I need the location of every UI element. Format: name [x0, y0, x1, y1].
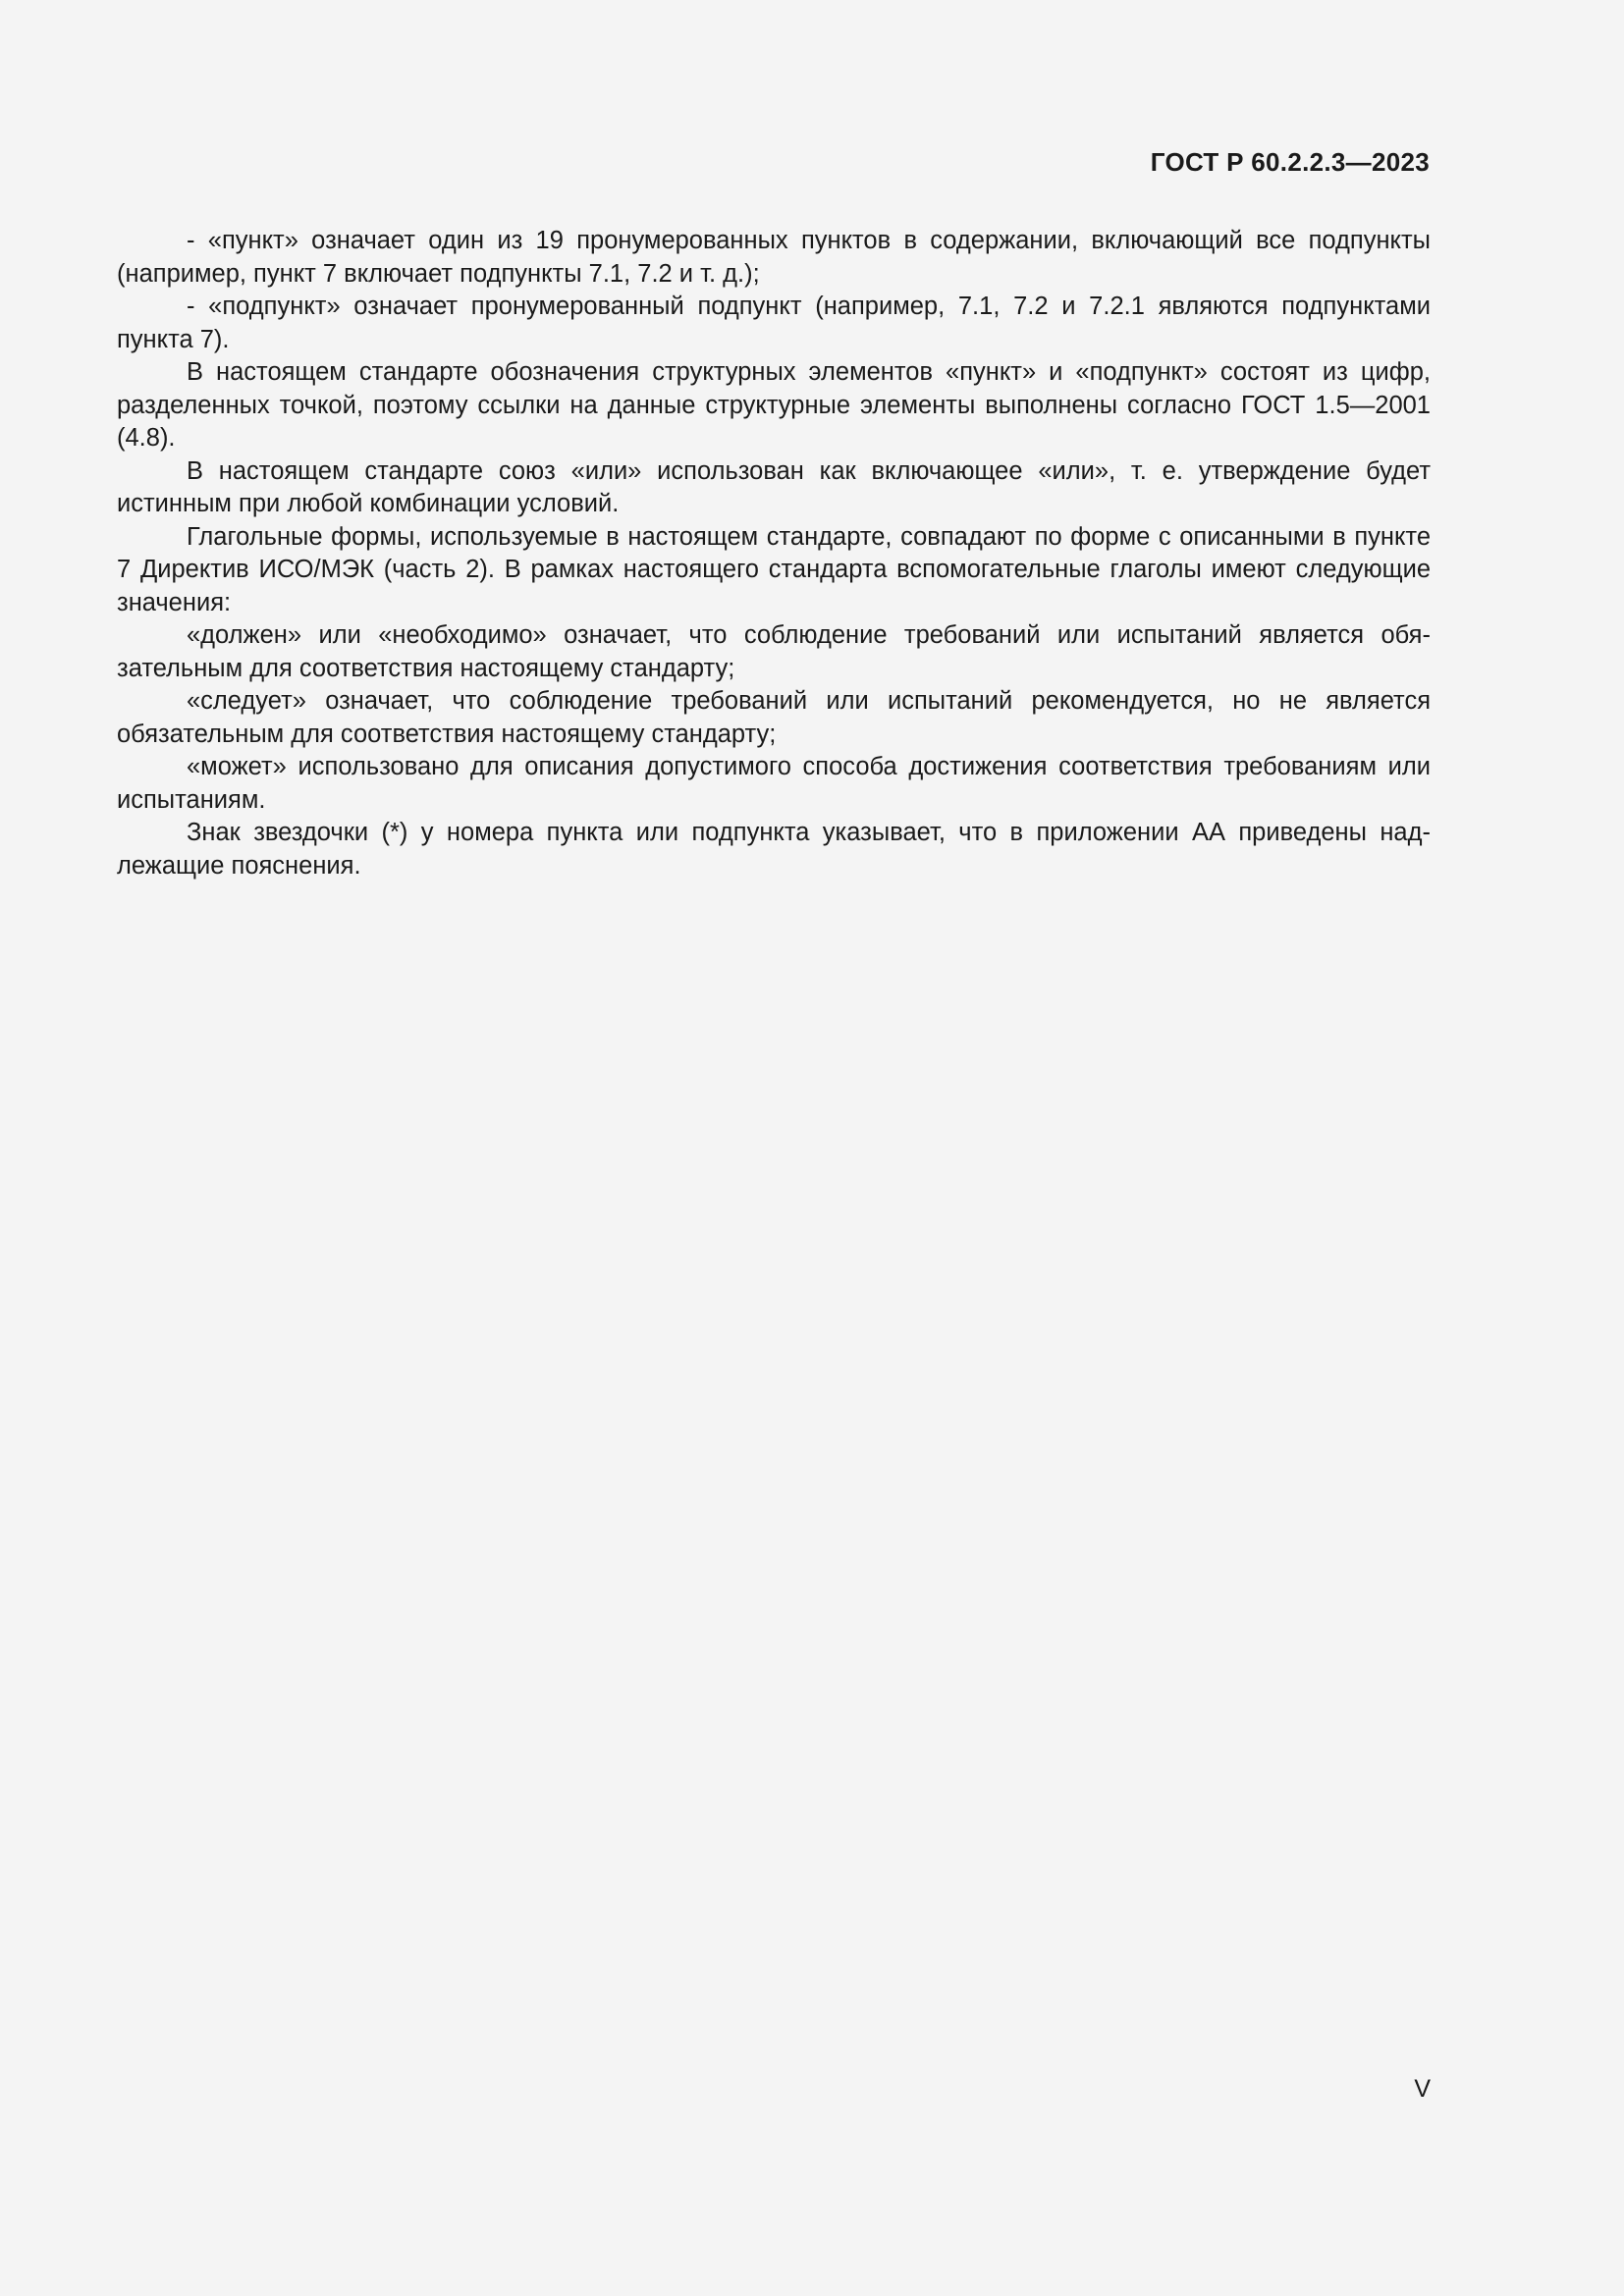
body-text: [117, 225, 1431, 882]
paragraph-or-usage: В настоящем стандарте союз «или» использован как включающее «или», т. е. утверждение будет истинным при любой комбинации условий.: [117, 456, 1431, 517]
paragraph-asterisk-note: Знак звездочки (*) у номера пункта или подпункта указывает, что в приложении АА приведены надлежащие пояснения.: [117, 819, 1431, 880]
paragraph-may: «может» использовано для описания допустимого способа достижения соответствия требованиям или испытаниям.: [117, 753, 1431, 814]
page-number: V: [1414, 2075, 1431, 2103]
document-code-header: ГОСТ Р 60.2.2.3—2023: [1150, 147, 1430, 177]
paragraph-definition-podpunkt: - «подпункт» означает пронумерованный подпункт (например, 7.1, 7.2 и 7.2.1 являются подпунктами пункта 7).: [117, 293, 1431, 353]
paragraph-structure-designation: В настоящем стандарте обозначения структурных элементов «пункт» и «подпункт» состоят из цифр, разделенных точкой, поэтому ссылки на данные структурные элементы выполнены согласно ГОСТ 1.5—2001 (4.8).: [117, 358, 1431, 452]
paragraph-verb-forms: Глагольные формы, используемые в настоящем стандарте, совпадают по форме с описанными в пункте 7 Директив ИСО/МЭК (часть 2). В рамках настоящего стандарта вспомогательные глаголы имеют следующие значения:: [117, 522, 1431, 616]
paragraph-shall: «должен» или «необходимо» означает, что соблюдение требований или испытаний является обязательным для соответствия настоящему стандарту;: [117, 621, 1431, 682]
paragraph-should: «следует» означает, что соблюдение требований или испытаний рекомендуется, но не является обязательным для соответствия настоящему стандарту;: [117, 687, 1431, 748]
paragraph-definition-punkt: - «пункт» означает один из 19 пронумерованных пунктов в содержании, включающий все подпункты (например, пункт 7 включает подпункты 7.1, 7.2 и т. д.);: [117, 227, 1431, 288]
